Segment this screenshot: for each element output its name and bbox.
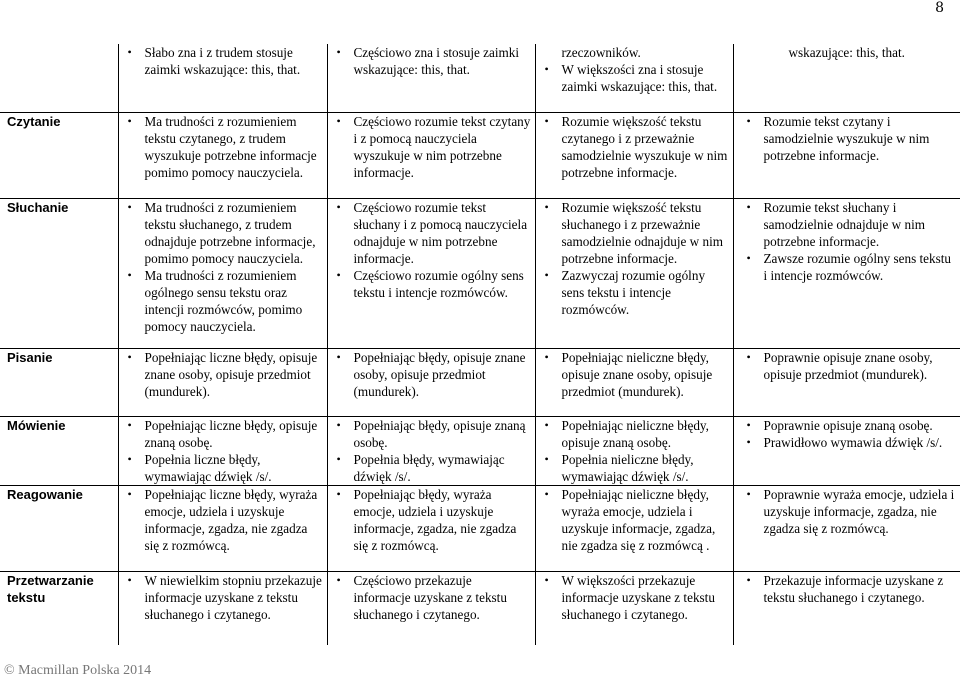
- criterion-item: • Popełniając błędy, wyraża emocje, udziela i uzyskuje informacje, zgadza, nie zgadza się z rozmówcą.: [332, 486, 531, 554]
- criterion-item: • Poprawnie opisuje znaną osobę.: [738, 417, 957, 434]
- criterion-item: • Ma trudności z rozumieniem ogólnego sensu tekstu oraz intencji rozmówców, pomimo pomocy nauczyciela.: [123, 267, 323, 335]
- cell-level-3: [535, 416, 733, 485]
- page-number: 8: [935, 0, 944, 16]
- criterion-item: • W większości zna i stosuje zaimki wskazujące: this, that.: [540, 61, 729, 95]
- row-label: Reagowanie: [0, 485, 118, 571]
- cell-level-1: [118, 571, 327, 645]
- criterion-item: • Słabo zna i z trudem stosuje zaimki wskazujące: this, that.: [123, 44, 323, 78]
- cell-level-4: [733, 348, 960, 416]
- criterion-item: • Popełnia nieliczne błędy, wymawiając dźwięk /s/.: [540, 451, 729, 485]
- criterion-item: • Popełniając nieliczne błędy, opisuje znaną osobę.: [540, 417, 729, 451]
- copyright-footer: © Macmillan Polska 2014: [4, 663, 152, 678]
- cell-level-3: [535, 44, 733, 112]
- criterion-item: • Rozumie tekst czytany i samodzielnie wyszukuje w nim potrzebne informacje.: [738, 113, 957, 164]
- cell-level-2: [327, 416, 535, 485]
- cell-level-2: [327, 44, 535, 112]
- cell-level-4: [733, 112, 960, 198]
- criterion-item: • Częściowo rozumie tekst słuchany i z pomocą nauczyciela odnajduje w nim potrzebne informacje.: [332, 199, 531, 267]
- criterion-item: • Częściowo rozumie tekst czytany i z pomocą nauczyciela wyszukuje w nim potrzebne informacje.: [332, 113, 531, 181]
- cell-level-2: [327, 348, 535, 416]
- criterion-item: • Popełniając nieliczne błędy, opisuje znane osoby, opisuje przedmiot (mundurek).: [540, 349, 729, 400]
- table-row-przetwarzanie: [0, 571, 960, 645]
- cell-level-2: [327, 571, 535, 645]
- criterion-item: • Popełnia liczne błędy, wymawiając dźwięk /s/.: [123, 451, 323, 485]
- criterion-item: • Popełnia błędy, wymawiając dźwięk /s/.: [332, 451, 531, 485]
- row-label: Słuchanie: [0, 198, 118, 348]
- criterion-item: • Prawidłowo wymawia dźwięk /s/.: [738, 434, 957, 451]
- criterion-item: • Rozumie większość tekstu czytanego i z przeważnie samodzielnie wyszukuje w nim potrzebne informacje.: [540, 113, 729, 181]
- cell-level-4: [733, 571, 960, 645]
- criterion-item: • W niewielkim stopniu przekazuje informacje uzyskane z tekstu słuchanego i czytanego.: [123, 572, 323, 623]
- criterion-item: • W większości przekazuje informacje uzyskane z tekstu słuchanego i czytanego.: [540, 572, 729, 623]
- criterion-item: • Popełniając liczne błędy, opisuje znane osoby, opisuje przedmiot (mundurek).: [123, 349, 323, 400]
- criterion-item: • Rozumie większość tekstu słuchanego i z przeważnie samodzielnie odnajduje w nim potrzebne informacje.: [540, 199, 729, 267]
- cell-level-1: [118, 348, 327, 416]
- criterion-item: • Ma trudności z rozumieniem tekstu słuchanego, z trudem odnajduje potrzebne informacje, pomimo pomocy nauczyciela.: [123, 199, 323, 267]
- table-row-continuation: [0, 44, 960, 112]
- criterion-item: • Poprawnie opisuje znane osoby, opisuje przedmiot (mundurek).: [738, 349, 957, 383]
- criterion-item: • Ma trudności z rozumieniem tekstu czytanego, z trudem wyszukuje potrzebne informacje pomimo pomocy nauczyciela.: [123, 113, 323, 181]
- criterion-item: • Przekazuje informacje uzyskane z tekstu słuchanego i czytanego.: [738, 572, 957, 606]
- cell-level-4: [733, 198, 960, 348]
- cell-level-3: [535, 112, 733, 198]
- row-label: Czytanie: [0, 112, 118, 198]
- cell-level-4: [733, 44, 960, 112]
- cell-level-2: [327, 112, 535, 198]
- assessment-table: [0, 44, 960, 645]
- row-label: Mówienie: [0, 416, 118, 485]
- cell-level-2: [327, 198, 535, 348]
- criterion-item: • Zawsze rozumie ogólny sens tekstu i intencje rozmówców.: [738, 250, 957, 284]
- cell-level-4: [733, 416, 960, 485]
- criterion-item: • Popełniając nieliczne błędy, wyraża emocje, udziela i uzyskuje informacje, zgadza, nie zgadza się z rozmówcą .: [540, 486, 729, 554]
- cell-level-1: [118, 198, 327, 348]
- continued-text: rzeczowników.: [561, 45, 641, 60]
- criterion-item: • Częściowo przekazuje informacje uzyskane z tekstu słuchanego i czytanego.: [332, 572, 531, 623]
- cell-level-3: [535, 348, 733, 416]
- table-row-czytanie: [0, 112, 960, 198]
- criterion-item: • Popełniając liczne błędy, wyraża emocje, udziela i uzyskuje informacje, zgadza, nie zgadza się z rozmówcą.: [123, 486, 323, 554]
- criterion-item: • Popełniając błędy, opisuje znane osoby, opisuje przedmiot (mundurek).: [332, 349, 531, 400]
- criterion-item: • Poprawnie wyraża emocje, udziela i uzyskuje informacje, zgadza, nie zgadza się z rozmówcą.: [738, 486, 957, 537]
- table-row-reagowanie: [0, 485, 960, 571]
- cell-level-4: [733, 485, 960, 571]
- table-row-sluchanie: [0, 198, 960, 348]
- cell-level-1: [118, 485, 327, 571]
- row-label: Pisanie: [0, 348, 118, 416]
- criterion-item: • Częściowo zna i stosuje zaimki wskazujące: this, that.: [332, 44, 531, 78]
- cell-level-2: [327, 485, 535, 571]
- cell-level-3: [535, 198, 733, 348]
- criterion-item: • Popełniając błędy, opisuje znaną osobę.: [332, 417, 531, 451]
- cell-level-1: [118, 112, 327, 198]
- criterion-item: • Częściowo rozumie ogólny sens tekstu i intencje rozmówców.: [332, 267, 531, 301]
- row-label: [0, 44, 118, 112]
- cell-level-3: [535, 485, 733, 571]
- criterion-item: • Popełniając liczne błędy, opisuje znaną osobę.: [123, 417, 323, 451]
- criterion-item: • Zazwyczaj rozumie ogólny sens tekstu i intencje rozmówców.: [540, 267, 729, 318]
- cell-level-3: [535, 571, 733, 645]
- cell-level-1: [118, 44, 327, 112]
- continued-text: wskazujące: this, that.: [788, 45, 905, 60]
- table-row-mowienie: [0, 416, 960, 485]
- cell-level-1: [118, 416, 327, 485]
- criterion-item: • Rozumie tekst słuchany i samodzielnie odnajduje w nim potrzebne informacje.: [738, 199, 957, 250]
- table-row-pisanie: [0, 348, 960, 416]
- row-label: Przetwarzanie tekstu: [0, 571, 118, 645]
